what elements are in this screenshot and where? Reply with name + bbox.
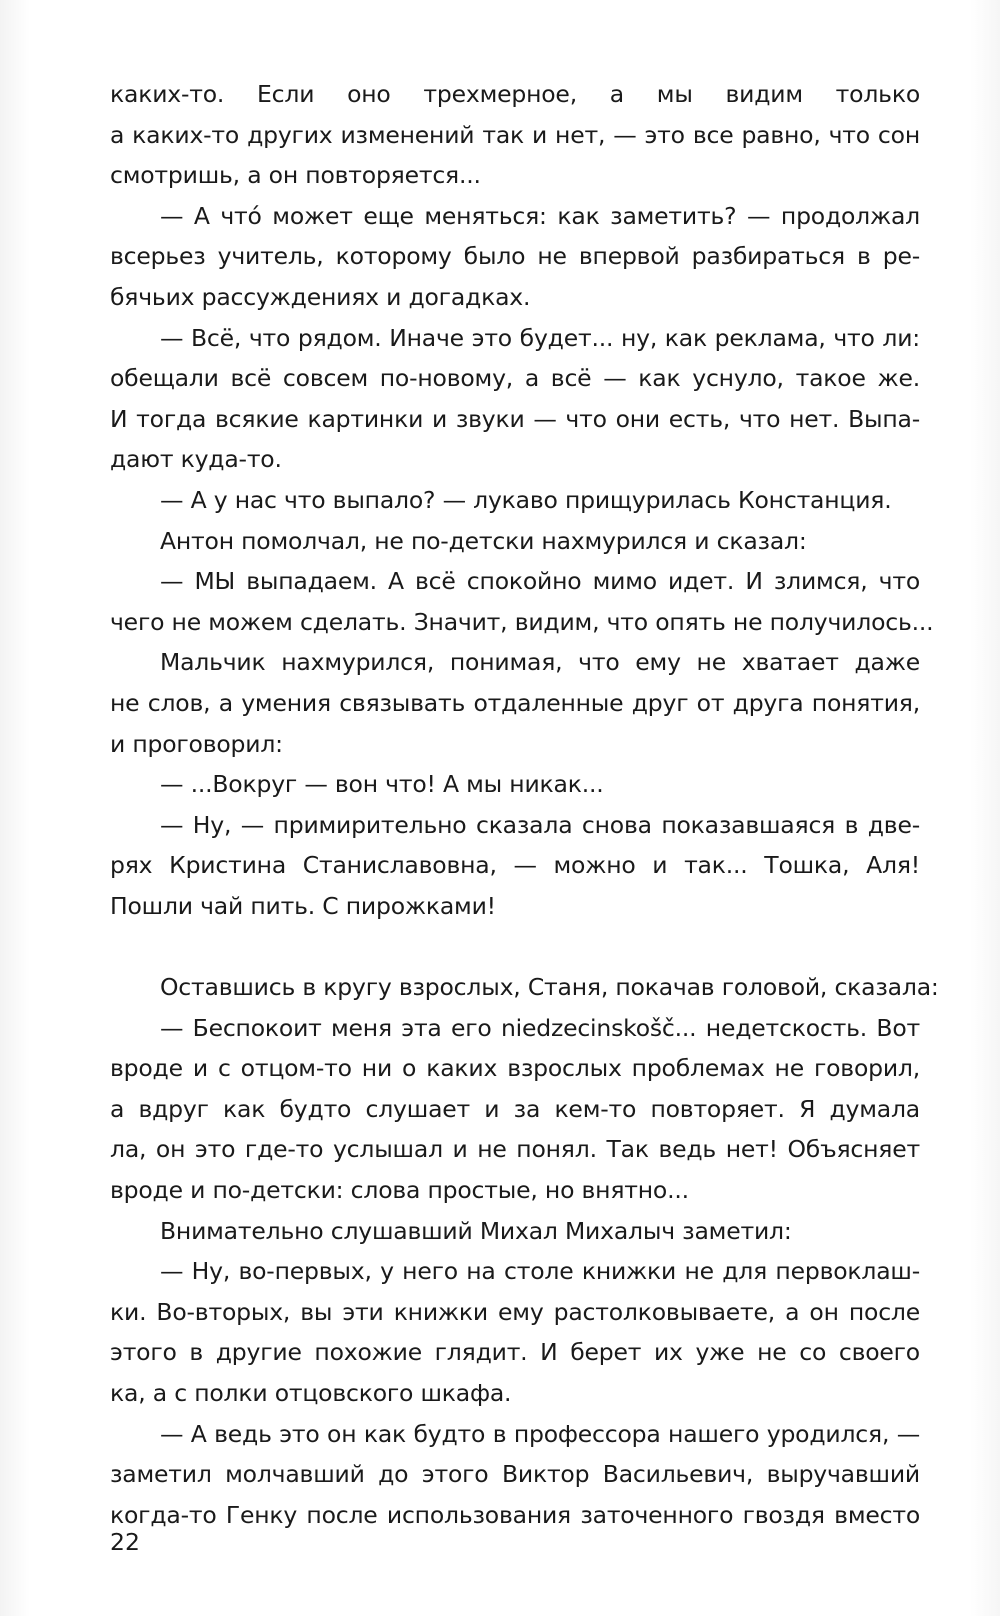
text-line: не слов, а умения связывать отдаленные друг от друга понятия, xyxy=(110,688,920,717)
text-line: — Ну, во-первых, у него на столе книжки не для первоклаш- xyxy=(160,1257,920,1286)
page-number: 22 xyxy=(110,1528,140,1556)
text-line: обещали всё совсем по-новому, а всё — как уснуло, такое же. xyxy=(110,364,920,393)
text-line: — МЫ выпадаем. А всё спокойно мимо идет. И злимся, что xyxy=(160,567,920,596)
text-line: — ...Вокруг — вон что! А мы никак... xyxy=(160,770,604,799)
text-line: каких-то. Если оно трехмерное, а мы видим только xyxy=(110,80,920,108)
text-line: — А чтó может еще меняться: как заметить? — продолжал xyxy=(160,201,920,230)
text-line: Внимательно слушавший Михал Михалыч заметил: xyxy=(160,1216,792,1245)
section-break xyxy=(110,926,920,967)
text-line: вроде и с отцом-то ни о каких взрослых проблемах не говорил, xyxy=(110,1054,920,1083)
text-line: И тогда всякие картинки и звуки — что они есть, что нет. Выпа- xyxy=(110,404,920,433)
text-line: смотришь, а он повторяется... xyxy=(110,161,481,190)
page-text xyxy=(110,74,939,1535)
text-line: — Ну, — примирительно сказала снова показавшаяся в две- xyxy=(160,810,920,839)
text-line: бячьих рассуждениях и догадках. xyxy=(110,282,531,311)
text-line: этого в другие похожие глядит. И берет их уже не со своего xyxy=(110,1338,920,1367)
text-line: Оставшись в кругу взрослых, Станя, покачав головой, сказала: xyxy=(160,973,939,1002)
text-line: рях Кристина Станиславовна, — можно и так... Тошка, Аля! xyxy=(110,851,920,880)
text-line: Мальчик нахмурился, понимая, что ему не хватает даже xyxy=(160,648,920,677)
text-line: а каких-то других изменений так и нет, — это все равно, что сон xyxy=(110,120,920,149)
text-line: — Всё, что рядом. Иначе это будет... ну, как реклама, что ли: xyxy=(160,323,920,352)
text-line: заметил молчавший до этого Виктор Васильевич, выручавший xyxy=(110,1460,920,1489)
text-line: вроде и по-детски: слова простые, но внятно... xyxy=(110,1176,689,1205)
text-line: а вдруг как будто слушает и за кем-то повторяет. Я думала xyxy=(110,1094,920,1123)
text-line: — А у нас что выпало? — лукаво прищурилась Констанция. xyxy=(160,485,892,514)
text-line: ла, он это где-то услышал и не понял. Так ведь нет! Объясняет xyxy=(110,1135,920,1164)
text-line: — Беспокоит меня эта его niedzecinskošč... недетскость. Вот xyxy=(160,1013,920,1042)
text-line: чего не можем сделать. Значит, видим, что опять не получилось... xyxy=(110,607,934,636)
text-line: дают куда-то. xyxy=(110,445,282,474)
text-line: когда-то Генку после использования заточенного гвоздя вместо xyxy=(110,1500,920,1529)
text-line: Антон помолчал, не по-детски нахмурился и сказал: xyxy=(160,526,807,555)
text-line: и проговорил: xyxy=(110,729,283,758)
text-line: ка, а с полки отцовского шкафа. xyxy=(110,1379,512,1407)
text-line: — А ведь это он как будто в профессора нашего уродился, — xyxy=(160,1419,920,1448)
text-line: Пошли чай пить. С пирожками! xyxy=(110,891,496,920)
text-line: всерьез учитель, которому было не впервой разбираться в ре- xyxy=(110,242,920,271)
text-line: ки. Во-вторых, вы эти книжки ему растолковываете, а он после xyxy=(110,1297,920,1326)
